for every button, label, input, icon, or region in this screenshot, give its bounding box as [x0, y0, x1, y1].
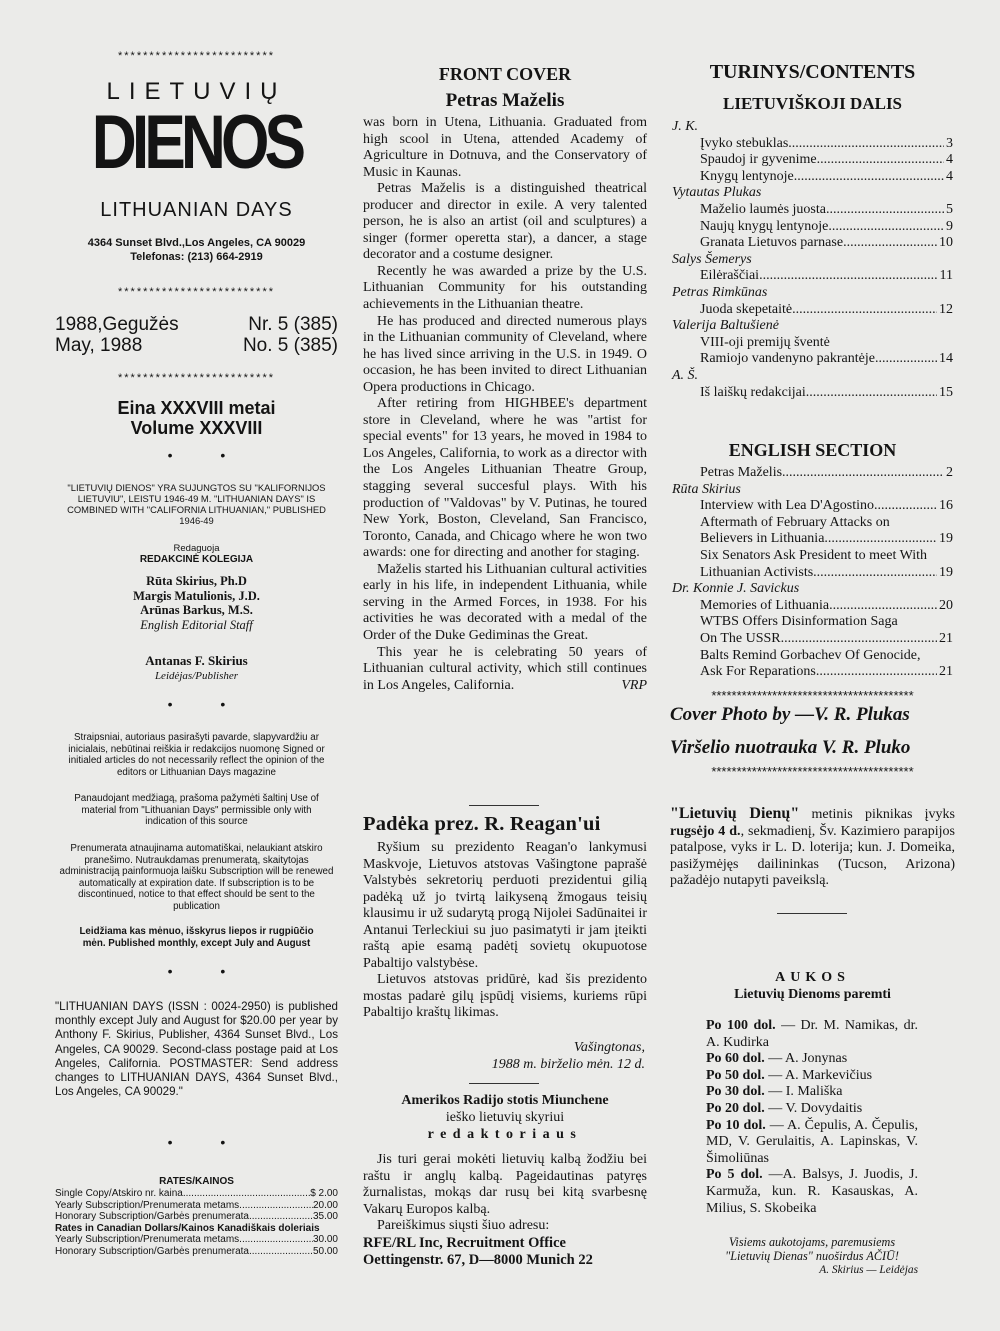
editor-name: Rūta Skirius, Ph.D [146, 574, 247, 588]
toc-author: Salys Šemerys [672, 251, 752, 267]
phone: Telefonas: (213) 664-2919 [130, 251, 263, 263]
donor-names: — I. Mališka [764, 1084, 843, 1100]
stars-divider: ************************* [117, 372, 276, 384]
donation-amount: Po 60 dol. [706, 1051, 765, 1067]
toc-entry-title: Lithuanian Activists ..... [700, 565, 937, 582]
donor-names: — A. Čepulis, A. Čepulis, MD, V. Gerulaitis, A. Lapinskas, V. Šimoliūnas [706, 1117, 919, 1166]
donation-entry [706, 1018, 918, 1051]
issue-date-en: May, 1988 [55, 335, 143, 356]
toc-lithuanian [672, 119, 953, 401]
padeka-title: Padėka prez. R. Reagan'ui [363, 813, 601, 835]
toc-entry-title: Believers in Lithuania ..... [700, 531, 937, 548]
toc-entry [672, 531, 953, 548]
article-paragraph: Recently he was awarded a prize by the U.S. Lithuanian Community for his outstanding achievements in the Lithuanian theatre. [363, 263, 647, 313]
toc-page-number: 19 [939, 564, 953, 580]
padeka-place: Vašingtonas, [573, 1040, 645, 1055]
dots-divider: • • [167, 963, 248, 979]
toc-entry [672, 498, 953, 515]
donation-amount: Po 50 dol. [706, 1067, 765, 1083]
stars-divider: ************************* [117, 286, 276, 298]
toc-entry [672, 631, 953, 648]
volume-en: Volume XXXVIII [130, 418, 263, 438]
publisher-role: Leidėjas/Publisher [154, 670, 239, 682]
renewal-notice: Prenumerata atnaujinama automatiškai, nelaukiant atskiro pranešimo. Nutraukdamas prenumeratą, skaitytojas administraciją painformuoja laišku Subscription will be renewed automatically at expiration date. If subscription is to be discontinued, notice to that effect should be sent to the publication [59, 843, 334, 912]
radio-role: redaktoriaus [427, 1127, 583, 1142]
donation-amount: Po 30 dol. [706, 1084, 765, 1100]
toc-page-number: 21 [939, 664, 953, 680]
rate-value: $ 2.00 [310, 1188, 338, 1199]
toc-entry [672, 302, 953, 319]
rate-label: Honorary Subscription/Garbės prenumerata ..... [55, 1246, 313, 1258]
donor-names: — A. Markevičius [764, 1067, 873, 1083]
rate-row [55, 1200, 338, 1212]
toc-entry-title: On The USSR ..... [700, 631, 937, 648]
aukos-subtitle: Lietuvių Dienoms paremti [734, 987, 891, 1002]
radio-address-line2: Oettingenstr. 67, D—8000 Munich 22 [363, 1252, 593, 1268]
donor-names: — V. Dovydaitis [764, 1100, 863, 1116]
toc-entry-title: Juoda skepetaitė ..... [700, 302, 937, 319]
rate-value: 50.00 [312, 1245, 338, 1257]
picnic-date: rugsėjo 4 d. [670, 823, 741, 839]
dots-divider: • • [167, 696, 248, 712]
aukos-thanks: Visiems aukotojams, paremusiems "Lietuvių Dienas" nuoširdus AČIŪ! [725, 1235, 899, 1263]
article-paragraph: Pareiškimus siųsti šiuo adresu: [377, 1218, 550, 1234]
front-cover-article [363, 115, 647, 694]
donation-amount: Po 10 dol. [706, 1117, 766, 1133]
masthead-subtitle: LITHUANIAN DAYS [100, 199, 293, 221]
masthead-word-top: LIETUVIŲ [106, 78, 287, 105]
rule [469, 1083, 539, 1084]
use-notice: Panaudojant medžiagą, prašoma pažymėti šaltinį Use of material from "Lithuanian Days" permissible only with indication of this source [74, 793, 319, 828]
toc-page-number: 14 [939, 351, 953, 367]
toc-entry [672, 351, 953, 368]
rate-label: Honorary Subscription/Garbės prenumerata ..... [55, 1211, 313, 1223]
rate-value: 35.00 [312, 1211, 338, 1222]
toc-page-number: 20 [939, 597, 953, 613]
picnic-lead: "Lietuvių Dienų" [670, 805, 800, 822]
rate-value: 30.00 [312, 1234, 338, 1245]
toc-entry-title: WTBS Offers Disinformation Saga [700, 614, 898, 630]
donation-entry [706, 1167, 918, 1217]
article-signature: VRP [621, 677, 647, 693]
toc-author: Vytautas Plukas [672, 185, 762, 201]
toc-entry [672, 664, 953, 681]
toc-entry [672, 465, 953, 482]
article-paragraph [363, 645, 647, 695]
toc-entry-title: Ask For Reparations ..... [700, 664, 937, 681]
donations-list [706, 1018, 918, 1217]
rule [777, 913, 847, 914]
editor-name: Arūnas Barkus, M.S. [140, 603, 253, 617]
toc-page-number: 11 [939, 268, 953, 284]
picnic-text: metinis piknikas įvyks [799, 807, 956, 822]
donation-entry [706, 1118, 918, 1168]
toc-entry-title: Granata Lietuvos parnase ..... [700, 235, 937, 252]
toc-author: Petras Rimkūnas [672, 284, 768, 300]
rate-label: Single Copy/Atskiro nr. kaina ..... [55, 1188, 310, 1200]
rate-row [55, 1234, 338, 1246]
editors-role: English Editorial Staff [140, 617, 253, 632]
volume-lt: Eina XXXVIII metai [117, 398, 276, 418]
toc-page-number: 12 [939, 301, 953, 317]
toc-entry-title: Memories of Lithuania ..... [700, 598, 937, 615]
issue-number-en: No. 5 (385) [242, 335, 338, 356]
padeka-date: 1988 m. birželio mėn. 12 d. [491, 1057, 645, 1072]
toc-entry-title: Iš laiškų redakcijai ..... [700, 385, 937, 402]
toc-entry [672, 152, 953, 169]
radio-subtitle: ieško lietuvių skyriui [445, 1110, 565, 1125]
toc-entry [672, 219, 953, 236]
toc-entry-title: Aftermath of February Attacks on [700, 514, 890, 530]
cover-photo-credit-lt: Viršelio nuotrauka V. R. Pluko [670, 737, 911, 758]
disclaimer: Straipsniai, autoriaus pasirašyti pavarde, slapyvardžiu ar inicialais, nebūtinai reiškia ir redakcijos nuomonę Signed or initialed articles do not necessarily reflect the opinion of the editors or Lithuanian Days magazine [68, 732, 325, 778]
cover-photo-credit: Cover Photo by —V. R. Plukas [670, 704, 910, 725]
picnic-notice [670, 806, 955, 890]
aukos-signature: A. Skirius — Leidėjas [819, 1264, 918, 1276]
toc-page-number: 4 [946, 168, 953, 184]
publisher-name: Antanas F. Skirius [145, 653, 248, 668]
toc-entry [672, 202, 953, 219]
article-paragraph: Ryšium su prezidento Reagan'o lankymusi Maskvoje, Lietuvos atstovas Vašingtone paprašė Valstybės sekretorių perduoti prezidentui gilią padėką už jo tvirtą laikyseną žmogaus teisių klausimu ir už sudarytą progą Nijolei Sadūnaitei ir Antanui Terleckiui su juo pasimatyti ir jam įteikti raštą apie esamą padėtį sovietų okupuotose Pabaltijo valstybėse. [363, 840, 647, 971]
toc-page-number: 15 [939, 384, 953, 400]
rate-label: Yearly Subscription/Prenumerata metams ..... [55, 1234, 313, 1246]
donation-entry [706, 1051, 918, 1068]
toc-page-number: 10 [939, 235, 953, 251]
stars-divider: **************************************** [711, 764, 914, 779]
article-text: This year he is celebrating 50 years of Lithuanian cultural activity, which still continues in Los Angeles, California. [363, 644, 647, 693]
toc-entry-title: Petras Maželis ..... [700, 465, 944, 482]
toc-page-number: 5 [946, 201, 953, 217]
rates-table [55, 1188, 338, 1257]
toc-page-number: 19 [939, 531, 953, 547]
toc-entry [672, 385, 953, 402]
dots-divider: • • [167, 447, 248, 463]
toc-entry-title: Eilėraščiai ..... [700, 268, 938, 285]
toc-entry-title: Ramiojo vandenyno pakrantėje ..... [700, 351, 937, 368]
rate-value: 20.00 [312, 1199, 338, 1211]
toc-entry-title: Įvyko stebuklas ..... [700, 136, 944, 153]
toc-entry-title: Spaudoj ir gyvenime ..... [700, 152, 944, 169]
redaguoja-label: Redaguoja [173, 543, 220, 554]
front-cover-heading: FRONT COVER [438, 64, 572, 84]
toc-author: Valerija Baltušienė [672, 318, 779, 334]
rule [469, 805, 539, 806]
donation-entry [706, 1101, 918, 1118]
rate-row [55, 1211, 338, 1223]
toc-entry [672, 565, 953, 582]
toc-page-number: 16 [939, 498, 953, 514]
toc-english [672, 465, 953, 681]
donation-amount: Po 100 dol. [706, 1018, 776, 1033]
radio-title: Amerikos Radijo stotis Miunchene [401, 1093, 609, 1108]
aukos-title: AUKOS [775, 970, 850, 985]
donor-names: — A. Jonynas [764, 1051, 848, 1067]
radio-address-line1: RFE/RL Inc, Recruitment Office [363, 1235, 566, 1251]
toc-page-number: 9 [946, 218, 953, 234]
toc-entry-title: VIII-oji premijų šventė [700, 334, 830, 350]
donor-names: —A. Balsys, J. Juodis, J. Karmuža, kun. R. Kasauskas, A. Milius, S. Skobeika [706, 1167, 918, 1216]
article-paragraph: He has produced and directed numerous plays in the Lithuanian community of Cleveland, where he has lived since arriving in the U.S. in 1949. O occasion, he has been invited to direct Lithuanian Opera productions in Chicago. [363, 313, 647, 395]
article-paragraph: Maželis started his Lithuanian cultural activities early in his life, in independent Lithuania, while serving in the Armed Forces, in 1938. For his activities he was decorated with a medal of the Order of the Duke Gediminas the Great. [363, 561, 647, 643]
editor-name: Margis Matulionis, J.D. [133, 588, 260, 603]
toc-author: J. K. [672, 119, 699, 134]
rate-row [55, 1188, 338, 1200]
contents-heading: TURINYS/CONTENTS [709, 61, 916, 83]
front-cover-name: Petras Maželis [445, 90, 565, 111]
publication-schedule: Leidžiama kas mėnuo, išskyrus liepos ir rugpiūčio mėn. Published monthly, except July and August [79, 926, 314, 949]
article-paragraph: After retiring from HIGHBEE's department store in Cleveland, where he was "artist for special events" for 13 years, he moved in 1984 to Los Angeles, California, to work as a director with the Los Angeles Lithuanian Theatre Group, stagging several succesful plays. With his production of "Valdovas" by V. Putinas, he toured New York, Boston, Cleveland, San Francisco, Toronto, Canada, and Chicago where he won two awards: one for directing and another for staging. [363, 396, 647, 561]
donation-entry [706, 1084, 918, 1101]
masthead-title: DIENOS [91, 100, 302, 185]
article-paragraph: Lietuvos atstovas pridūrė, kad šis prezidento mostas padarė gilų įspūdį visiems, kuriems rūpi Pabaltijo kraštų likimas. [363, 972, 647, 1021]
toc-entry-title: Interview with Lea D'Agostino ..... [700, 498, 937, 515]
toc-entry [672, 169, 953, 186]
toc-entry-title: Six Senators Ask President to meet With [700, 547, 928, 563]
toc-entry-title: Balts Remind Gorbachev Of Genocide, [700, 647, 921, 663]
rate-row [55, 1246, 338, 1258]
toc-author: Rūta Skirius [672, 481, 741, 497]
toc-author: Dr. Konnie J. Savickus [672, 581, 800, 597]
issue-date-lt: 1988,Gegužės [55, 314, 179, 335]
rates-title: RATES/KAINOS [159, 1176, 234, 1187]
issue-number-lt: Nr. 5 (385) [248, 314, 338, 335]
toc-page-number: 4 [946, 152, 953, 168]
toc-author: A. Š. [672, 367, 699, 383]
toc-page-number: 2 [946, 465, 953, 480]
dots-divider: • • [167, 1134, 248, 1150]
article-paragraph: Jis turi gerai mokėti lietuvių kalbą žodžiu bei raštu ir anglų kalbą. Pageidautinas patyręs žurnalistas, mokąs dar rusų bei kitą svarbesnę Vakarų Europos kalbą. [363, 1152, 647, 1217]
donation-amount: Po 5 dol. [706, 1167, 763, 1183]
donation-entry [706, 1068, 918, 1085]
radio-article [363, 1152, 647, 1235]
article-paragraph: Petras Maželis is a distinguished theatrical producer and director in exile. A very talented person, he is also an artist (oil and sculptures) a singer (former operetta star), a dancer, a stage decorator and a costume designer. [363, 181, 647, 263]
toc-entry [672, 235, 953, 252]
toc-entry-title: Knygų lentynoje ..... [700, 169, 944, 186]
merger-note: "LIETUVIŲ DIENOS" YRA SUJUNGTOS SU "KALIFORNIJOS LIETUVIU", LEISTU 1946-49 M. "LITHUANIAN DAYS" IS COMBINED WITH "CALIFORNIA LITHUANIAN," PUBLISHED 1946-49 [67, 482, 326, 526]
en-section-heading: ENGLISH SECTION [728, 440, 897, 460]
toc-entry [672, 136, 953, 153]
rate-row [55, 1223, 338, 1235]
rate-label: Yearly Subscription/Prenumerata metams ..... [55, 1200, 313, 1212]
rate-label: Rates in Canadian Dollars/Kainos Kanadiškais doleriais [55, 1222, 320, 1234]
donation-amount: Po 20 dol. [706, 1100, 765, 1116]
toc-entry-title: Maželio laumės juosta ..... [700, 202, 944, 219]
article-paragraph: was born in Utena, Lithuania. Graduated from high scool in Utena, attended Academy of Agriculture in Dotnuva, and the Conservatory of Music in Kaunas. [363, 115, 647, 180]
toc-entry [672, 268, 953, 285]
picnic-text: , sekmadienį, Šv. Kazimiero parapijos patalpose, vyks ir L. D. loterija; kun. J. Domeika, pasižymėjęs dailininkas (Tucson, Arizona) pažadėjo nutapyti paveikslą. [670, 823, 955, 889]
donor-names: — Dr. M. Namikas, dr. A. Kudirka [706, 1018, 918, 1050]
issn-statement: "LITHUANIAN DAYS (ISSN : 0024-2950) is published monthly except July and August for $20.00 per year by Anthony F. Skirius, Publisher, 4364 Sunset Blvd., Los Angeles, CA 90029. Second-class postage paid at Los Angeles, California. POSTMASTER: Send address changes to LITHUANIAN DAYS, 4364 Sunset Blvd., Los Angeles, CA 90029." [55, 1000, 338, 1099]
address: 4364 Sunset Blvd.,Los Angeles, CA 90029 [87, 237, 306, 249]
stars-divider: ************************* [117, 50, 276, 62]
toc-entry [672, 598, 953, 615]
toc-page-number: 3 [946, 135, 953, 151]
padeka-article [363, 840, 647, 1022]
stars-divider: **************************************** [711, 688, 914, 703]
toc-page-number: 21 [939, 630, 953, 646]
lt-section-heading: LIETUVIŠKOJI DALIS [722, 94, 903, 113]
editorial-board-label: REDAKCINĖ KOLEGIJA [139, 554, 254, 565]
toc-entry-title: Naujų knygų lentynoje ..... [700, 219, 944, 236]
